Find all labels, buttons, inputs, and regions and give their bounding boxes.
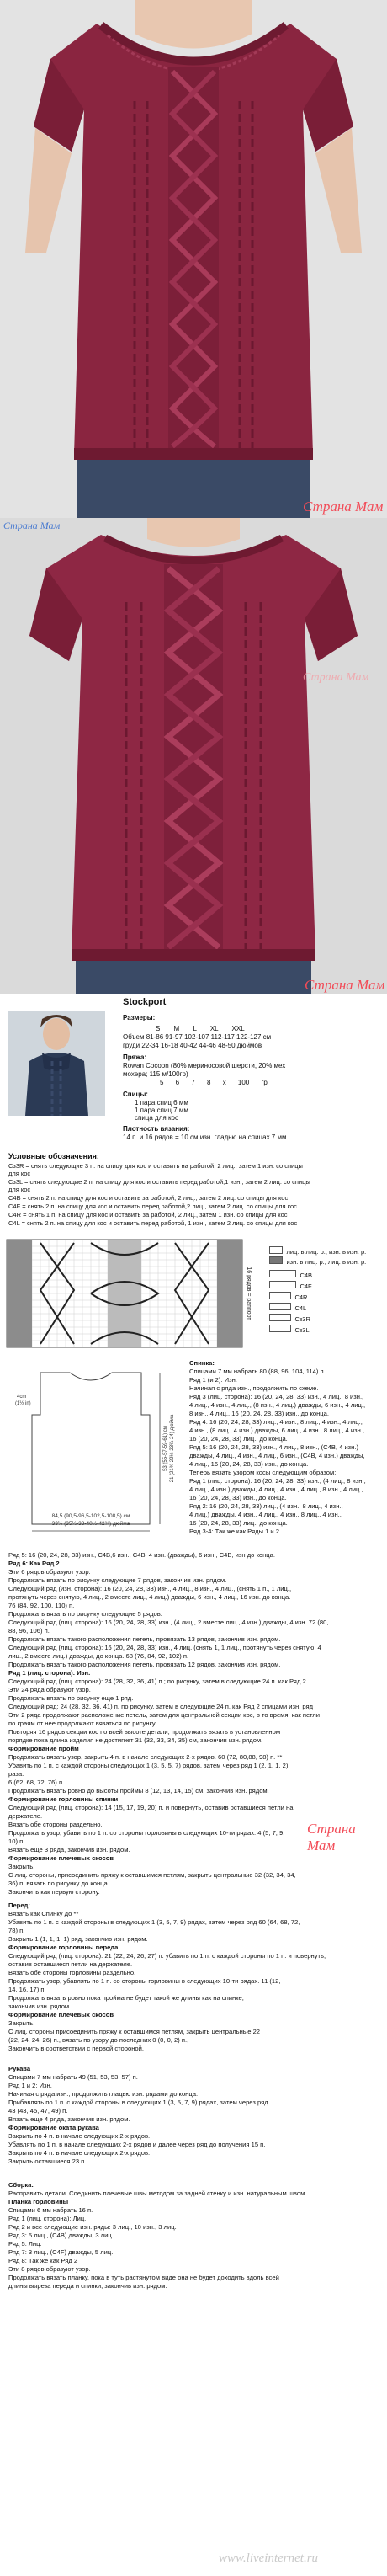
instruction-line: Ряд 5: 16 (20, 24, 28, 33) изн., 4 лиц., 8 изн., (C4B, 4 изн.) [189,1443,358,1451]
instruction-line: длины выреза переда и спинки, закончив изн. рядом. [8,2282,167,2290]
instruction-line: лиц., 2 вместе лиц.) дважды, до конца. 68 (76, 84, 92, 102) п. [8,1652,189,1660]
instruction-line: Закрыть по 4 п. в начале следующих 2-х рядов. [8,2132,151,2140]
legend-line: C4R = снять 1 п. на спицу для кос и оставить за работой, 2 лиц., затем 1 изн. со спицы для кос [8,1211,288,1219]
watermark-text: www.liveinternet.ru [219,2552,319,2565]
watermark-text: Страна Мам [303,499,384,515]
instruction-line: 88, 96, 106) п. [8,1627,50,1635]
dim-small: 4cm [17,1395,27,1400]
instruction-line: Эти 24 ряда образуют узор. [8,1686,91,1693]
legend-line: Сз3R = снять следующие 3 п. на спицу для кос и оставить на работой, 2 лиц., затем 1 изн. со спицы [8,1162,303,1170]
instruction-line: 36) п. вязать по рисунку до конца. [8,1880,109,1887]
instruction-line: дважды, 4 лиц., 4 изн., 4 лиц., 6 изн., (C4B, 4 изн.) дважды, [189,1452,365,1459]
instruction-line: Повторяя 16 рядов секции кос по всей высоте детали, продолжать вязать в установленном [8,1728,281,1736]
instruction-line: 4 лиц., 4 изн.) дважды, 4 лиц., 4 изн., 4 лиц., 8 изн., 4 лиц., [189,1485,363,1493]
key-label: Сз3L [294,1326,310,1334]
footer [0,2526,387,2576]
key-label: C4L [294,1304,307,1312]
instruction-heading: Формирование горловины переда [8,1944,119,1951]
instructions-front [0,1901,387,2057]
instruction-line: Ряд 4: 16 (20, 24, 28, 33) лиц., 4 изн., 8 лиц., 4 изн., 4 лиц., [189,1418,363,1426]
gauge-label: Плотность вязания: [123,1125,190,1133]
instructions-main [0,1551,387,1896]
instruction-line: Ряд 1 (лиц. сторона): 16 (20, 24, 28, 33) изн., (4 лиц., 8 изн., [189,1477,366,1485]
chart-side-label: 16 рядов = раппорт [246,1267,252,1320]
yarn-counts: 5 6 7 8 x 100 гр [160,1079,268,1086]
instruction-line: Продолжать узор, убавить по 1 п. со стороны горловины в следующих 10-ти рядах. 4 (5, 7, 9, [8,1829,285,1837]
instruction-line: 4 изн., (8 лиц., 4 изн.) дважды, 6 лиц., 4 изн., 8 лиц., 4 изн., [189,1427,365,1434]
instruction-line: Ряд 1 (и 2): Изн. [189,1376,237,1384]
instruction-line: Эти 2 ряда продолжают расположение петель, затем для центральной секции кос, в то время, как петли [8,1711,320,1719]
legend-line: для кос [8,1170,31,1177]
instruction-line: Продолжать вязать ровно пока пройма не будет такой же длины как на спинке, [8,1994,244,2002]
instruction-heading: Формирование горловины спинки [8,1795,119,1803]
instruction-line: оставив оставшиеся петли на держателе. [8,1960,133,1968]
key-label: Сз3R [294,1315,310,1323]
instruction-line: Закрыть оставшиеся 23 п. [8,2157,87,2165]
key-label: C4F [300,1283,312,1290]
instruction-line: Следующий ряд (лиц. сторона): 14 (15, 17, 19, 20) п. и повернуть, оставив оставшиеся петли на [8,1804,294,1811]
instructions-assembly [0,2181,387,2299]
instruction-line: Вязать как Спинку до ** [8,1910,79,1917]
yarn-text: мохера; 115 м/100гр) [123,1070,188,1078]
instruction-line: 16 (20, 24, 28, 33) изн., до конца. [189,1494,287,1501]
instruction-line: Ряд 2: 16 (20, 24, 28, 33) лиц., (4 изн., 8 лиц., 4 изн., [189,1502,343,1510]
instruction-line: Закрыть 1 (1, 1, 1, 1) ряд, закончив изн. рядом. [8,1935,148,1943]
watermark-text: Страна Мам [305,977,385,993]
instruction-line: 6 (62, 68, 72, 76) п. [8,1779,65,1786]
instruction-line: Продолжать узор, убавлять по 1 п. со стороны горловины в следующих 10-ти рядах. 11 (12, [8,1977,281,1985]
instruction-line: Продолжать вязать узор, закрыть 4 п. в начале следующих 2-х рядов. 60 (72, 80,88, 98) п. ** [8,1753,283,1761]
garment-schematic [7,1364,179,1537]
instruction-heading: Формирование пройм [8,1745,79,1752]
instruction-line: 16 (20, 24, 28, 33) лиц., до конца. [189,1435,288,1443]
instruction-line: Ряд 1 и 2: Изн. [8,2082,52,2089]
sizes-head: S M L XL XXL [156,1025,245,1032]
instruction-line: Эти 8 рядов образуют узор. [8,2265,91,2273]
instruction-line: Вязать обе стороны раздельно. [8,1821,103,1828]
instruction-line: Начиная с ряда изн., продолжить по схеме. [189,1384,319,1392]
instruction-heading: Формирование плечевых скосов [8,1854,114,1862]
knitting-chart-section [0,1238,387,1352]
instruction-line: Ряд 5: 16 (20, 24, 28, 33) изн., C4B,6 изн., C4B, 4 изн. (дважды), 6 изн., C4B, изн до конца. [8,1551,275,1559]
instruction-line: 10) п. [8,1837,25,1845]
instruction-line: 78) п. [8,1927,25,1934]
instructions-sleeves [0,2065,387,2170]
key-label: изн. в лиц. р.; лиц. в изн. р. [286,1258,367,1266]
needle-item: спица для кос [135,1114,178,1122]
instruction-line: Убавить по 1 п. с каждой стороны в следующих 1 (3, 5, 7, 9) рядах, затем через ряд 60 (64, 68, 72, [8,1918,300,1926]
sweater-front-photo [0,0,387,518]
instruction-line: Следующий ряд (лиц. сторона): 21 (22, 24, 26, 27) п. убавить по 1 п. с каждой стороны по 1 п. и повернуть, [8,1952,326,1960]
instruction-line: 8 изн., 4 лиц., 16 (20, 24, 28, 33) изн., до конца. [189,1410,329,1417]
sizes-label: Размеры: [123,1014,156,1021]
instruction-line: Прибавлять по 1 п. с каждой стороны в следующих 1 (3, 5, 7, 9) рядах, затем через ряд [8,2099,268,2106]
yarn-text: Rowan Cocoon (80% мериносовой шерсти, 20% мех [123,1062,286,1069]
instruction-line: Спицами 6 мм набрать 16 п. [8,2206,93,2214]
instruction-line: Продолжать вязать ровно до высоты проймы 8 (12, 13, 14, 15) см, закончив изн. рядом. [8,1787,269,1795]
instruction-line: Ряд 3-4: Так же как Ряды 1 и 2. [189,1528,282,1535]
instruction-line: Теперь вязать узором косы следующим образом: [189,1469,337,1476]
instruction-line: Закрыть по 4 п. в начале следующих 2-х рядов. [8,2149,151,2157]
instruction-heading: Формирование оката рукава [8,2124,99,2131]
gauge-text: 14 п. и 16 рядов = 10 см изн. гладью на спицах 7 мм. [123,1133,289,1141]
instruction-line: Продолжать вязать планку, пока в туть растянутом виде она не будет доходить вдоль всей [8,2274,279,2281]
instruction-line: С лиц. стороны, присоединить пряжу к оставшимся петлям, закрыть центральные 32 (32, 34, 34, [8,1871,296,1879]
instruction-heading: Рукава [8,2065,31,2072]
instruction-heading: Формирование плечевых скосов [8,2011,114,2019]
pattern-title: Stockport [123,997,167,1007]
instruction-line: Ряд 6: Как Ряд 2 [8,1560,60,1567]
instruction-line: Ряд 1 (лиц. сторона): Лиц. [8,2215,87,2222]
instruction-line: Ряд 1 (лиц. сторона): Изн. [8,1669,91,1677]
instruction-line: 4 лиц., 4 изн., 4 лиц., (8 изн., 4 лиц.) дважды, 6 изн., 4 лиц., [189,1401,366,1409]
instruction-line: Вязать еще 4 ряда, закончив изн. рядом. [8,2115,130,2123]
legend-line: C4B = снять 2 п. на спицу для кос и оставить за работой, 2 лиц., затем 2 лиц. со спицы для кос [8,1194,289,1202]
instruction-line: Закрыть. [8,1863,35,1870]
instruction-line: протянуть через снятую, 4 лиц., 2 вместе лиц., 4 лиц.) дважды, 6 изн., 4 лиц., 16 изн. до конца. [8,1593,291,1601]
instruction-line: (22, 24, 24, 26) п., вязать по узору до последних 0 (0, 0, 2) п., [8,2036,189,2044]
instruction-line: Убавить по 1 п. с каждой стороны следующих 1 (3, 5, 5, 7) рядов, затем через ряд 1 (2, 1, 1, 2) [8,1762,289,1769]
sweater-back-illustration [0,518,387,994]
needle-item: 1 пара спиц 6 мм [135,1099,188,1107]
instruction-line: держателе. [8,1812,43,1820]
instruction-heading: Перед: [8,1901,30,1909]
instruction-line: Ряд 8: Так же как Ряд 2 [8,2257,78,2264]
gauge-section [0,1120,387,1145]
knitting-chart-grid [7,1240,251,1347]
model-photo [8,1011,105,1116]
legend-line: для кос [8,1186,31,1193]
key-label: C4R [294,1293,308,1301]
schematic-section [0,1356,387,1549]
instruction-line: С лиц. стороны присоединить пряжу к оставшимся петлям, закрыть центральные 22 [8,2028,261,2035]
legend-line: Сз3L = снять следующие 2 п. на спицу для кос и оставить перед работой,1 изн., затем 2 лиц. со спицы [8,1178,310,1186]
dim-height: 53 (55-57-59-61) см [163,1426,168,1471]
dim-small-inches: (1½ in) [15,1401,31,1406]
instruction-line: Следующий ряд (лиц. сторона): 24 (28, 32, 36, 41) п.; по рисунку, затем в следующие 24 п. как Ряд 2 [8,1677,306,1685]
instruction-line: Ряд 3 (лиц. сторона): 16 (20, 24, 28, 33) изн., 4 лиц., 8 изн., [189,1393,364,1400]
instruction-line: 76 (84, 92, 100, 110) п. [8,1602,75,1609]
instruction-line: Ряд 5: Лиц. [8,2240,42,2248]
instruction-line: Ряд 2 и все следующие изн. ряды: 3 лиц., 10 изн., 3 лиц. [8,2223,177,2231]
instruction-line: Спицами 7 мм набрать 49 (51, 53, 53, 57) п. [8,2073,138,2081]
instruction-line: Продолжать вязать по рисунку следующие 7 рядов, закончив изн. рядом. [8,1576,227,1584]
instruction-line: Закончить как первую сторону. [8,1888,100,1896]
instruction-line: Спицами 7 мм набрать 80 (88, 96, 104, 114) п. [189,1368,326,1375]
instruction-line: 43 (43, 45, 47, 49) п. [8,2107,68,2115]
instruction-heading: Планка горловины [8,2198,69,2205]
instruction-line: Продолжать вязать по рисунку следующие 5 рядов. [8,1610,162,1618]
instruction-line: Спинка: [189,1359,215,1367]
watermark-text: Страна Мам [307,1821,356,1853]
instruction-line: 16 (20, 24, 28, 33) лиц., до конца. [189,1519,288,1527]
instruction-line: Эти 6 рядов образуют узор. [8,1568,91,1576]
sizes-row: Объем 81-86 91-97 102-107 112-117 122-127 см [123,1033,272,1041]
dim-width: 84,5 (90,5-96,5-102,5-108,5) см [51,1513,130,1519]
instruction-line: порядке пока длина изделия не достигнет 31 (32, 33, 34, 35) см, закончив изн. рядом. [8,1736,263,1744]
instruction-line: 14, 16, 17) п. [8,1986,46,1993]
legend-line: C4L = снять 2 п. на спицу для кос и оставить перед работой, 1 изн., затем 2 лиц. со спицы для кос [8,1219,298,1227]
instruction-line: Начиная с ряда изн., продолжить гладью изн. рядами до конца. [8,2090,199,2098]
instruction-line: Продолжать вязать такого расположения петель, провязать 13 рядов, закончив изн. рядом. [8,1635,281,1643]
watermark-text: Страна Мам [3,520,61,531]
dim-width-inches: 33¼ (35½-38-40½-42¾) дюйма [51,1521,130,1527]
dim-height-inches: 21 (21¾-22½-23¼-24) дюйма [170,1414,175,1483]
instruction-line: Ряд 7: 3 лиц., (C4F) дважды, 5 лиц. [8,2248,114,2256]
key-label: C4B [300,1272,313,1279]
needles-label: Спицы: [123,1091,148,1098]
instruction-line: Ряд 3: 5 лиц., (C4B) дважды, 3 лиц. [8,2232,114,2239]
instruction-line: Убавлять по 1 п. в начале следующих 2-х рядов и далее через ряд до получения 15 п. [8,2141,266,2148]
yarn-label: Пряжа: [123,1053,147,1061]
instruction-line: Продолжать вязать такого расположения петель, провязать 12 рядов, закончив изн. рядом. [8,1661,281,1668]
instruction-line: Следующий ряд (лиц. сторона): 16 (20, 24, 28, 33) изн., 4 лиц. (снять 1, 1 лиц., протянуть через снятую, 4 [8,1644,321,1651]
instruction-line: Вязать еще 3 ряда, закончив изн. рядом. [8,1846,130,1853]
sizes-row: груди 22-34 16-18 40-42 44-46 48-50 дюймов [123,1042,262,1049]
needle-item: 1 пара спиц 7 мм [135,1107,188,1114]
instruction-line: раза. [8,1770,24,1778]
pattern-header [0,994,387,1120]
instruction-line: Следующий ряд: 24 (28, 32, 36, 41) п. по рисунку, затем в следующие 24 п. как Ряд 2 спицами изн. ряд [8,1703,314,1710]
legend-line: C4F = снять 2 п. на спицу для кос и оставить перед работой,2 лиц., затем 2 лиц. со спицы для кос [8,1203,297,1210]
sweater-front-illustration [0,0,387,518]
instruction-line: Вязать обе стороны горловины раздельно. [8,1969,136,1976]
key-label: лиц. в лиц. р.; изн. в изн. р. [286,1248,367,1256]
instruction-line: Закончить в соответствии с первой стороной. [8,2045,144,2052]
instruction-line: Расправить детали. Соединить плечевые швы методом за задней стенку и изн. натуральным швом. [8,2189,307,2197]
instruction-line: Продолжать вязать по рисунку еще 1 ряд. [8,1694,134,1702]
instruction-line: 4 лиц., 16 (20, 24, 28, 33) изн., до конца. [189,1460,309,1468]
instruction-line: 4 лиц.) дважды, 4 изн., 4 лиц., 4 изн., 8 лиц., 4 изн., [189,1511,342,1518]
sweater-back-photo [0,518,387,994]
legend-section [0,1149,387,1233]
instruction-line: Следующий ряд (лиц. сторона): 16 (20, 24, 28, 33) изн., (4 лиц., 2 вместе лиц., 4 изн.) дважды, 4 изн. 72 (80, [8,1619,329,1626]
instruction-line: закончив изн. рядом. [8,2003,72,2010]
legend-title: Условные обозначения: [8,1152,99,1160]
instruction-line: Закрыть. [8,2019,35,2027]
instruction-line: Следующий ряд (изн. сторона): 16 (20, 24, 28, 33) изн., 4 лиц., 8 изн., 4 лиц., (снять 1 п., 1 лиц., [8,1585,292,1592]
watermark-text: Страна Мам [303,671,369,684]
instruction-heading: Сборка: [8,2181,34,2189]
instruction-line: по краям от нее продолжают вязаться по рисунку. [8,1720,157,1727]
